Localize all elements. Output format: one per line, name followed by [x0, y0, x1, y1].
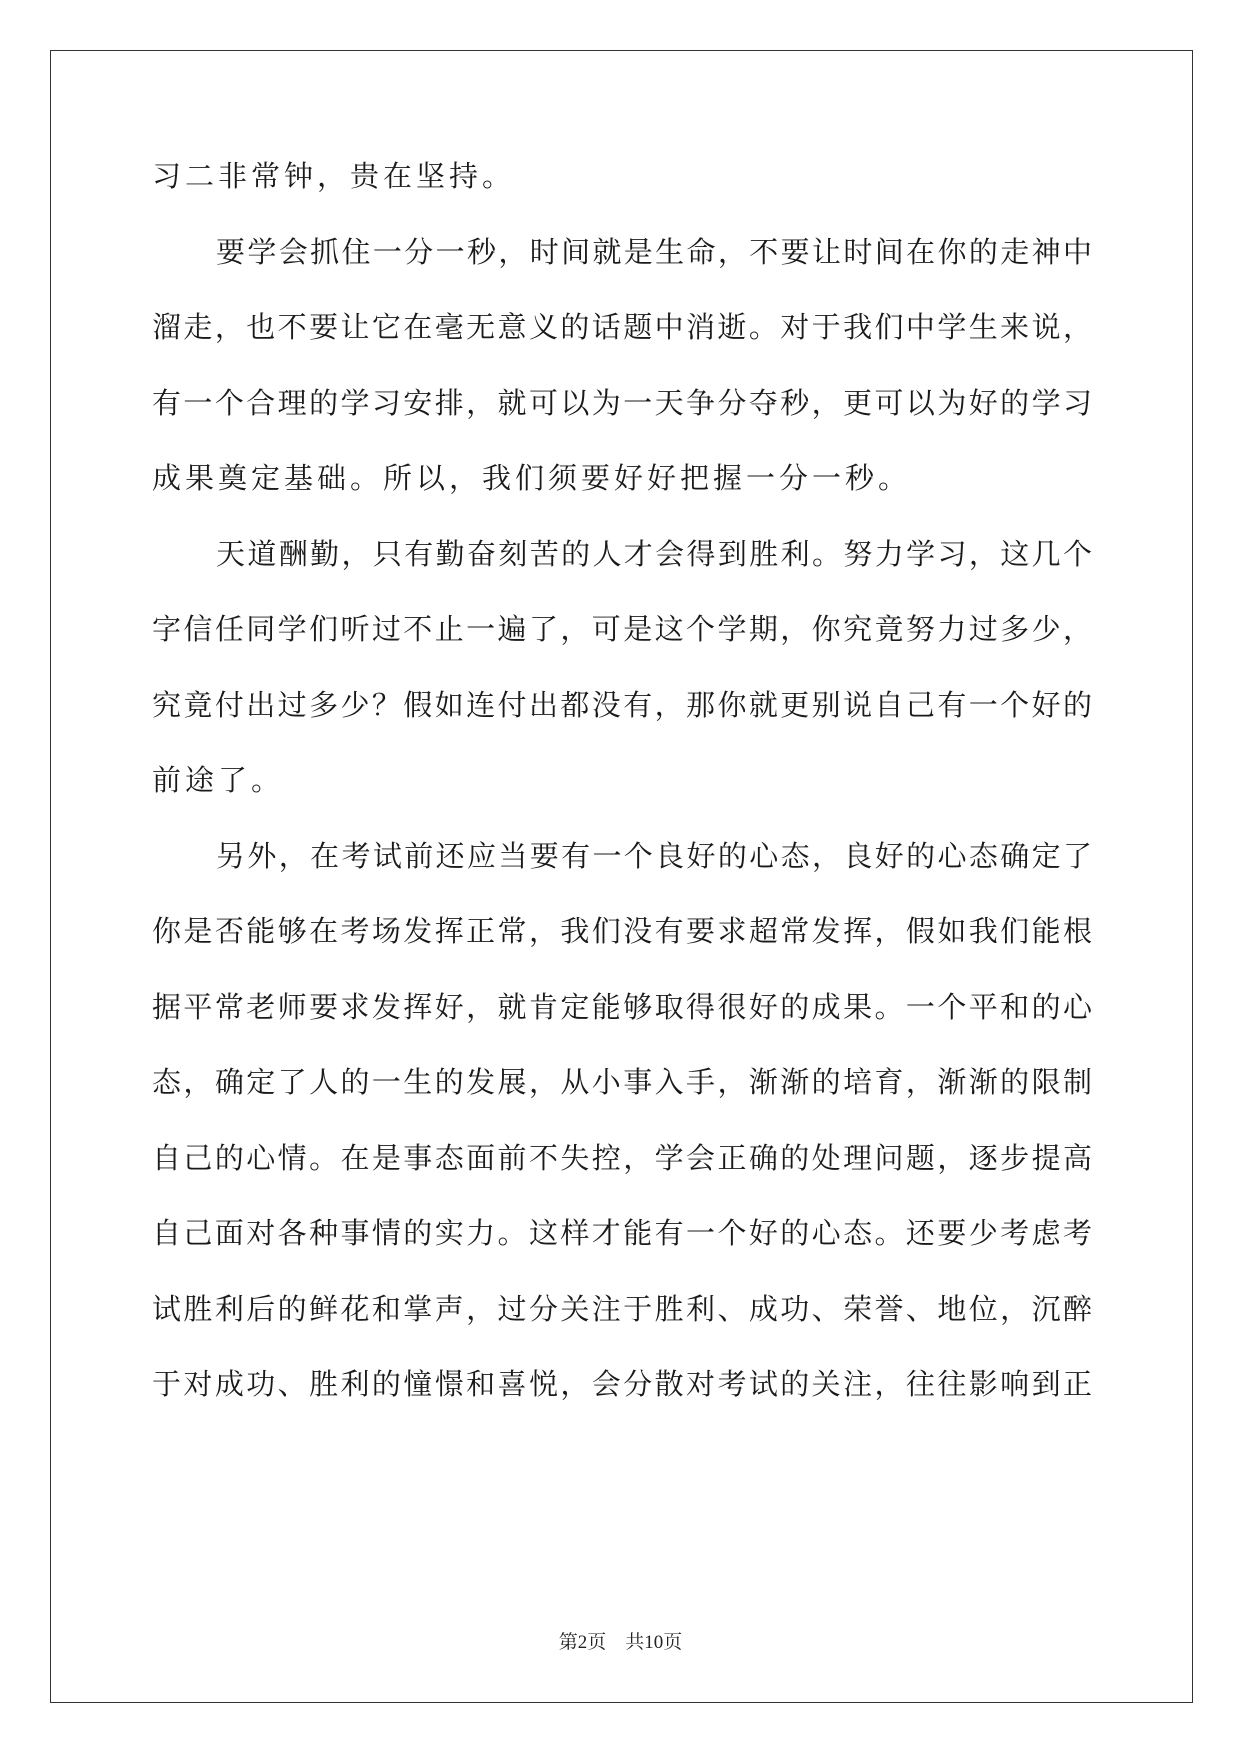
text-line: 有一个合理的学习安排，就可以为一天争分夺秒，更可以为好的学习: [152, 385, 1092, 420]
text-line: 前途了。: [152, 763, 285, 797]
text-line: 溜走，也不要让它在毫无意义的话题中消逝。对于我们中学生来说，: [152, 310, 1092, 344]
text-line: 态，确定了人的一生的发展，从小事入手，渐渐的培育，渐渐的限制: [152, 1065, 1092, 1099]
paragraph-first-line: 天道酬勤，只有勤奋刻苦的人才会得到胜利。努力学习，这几个: [216, 536, 1092, 571]
paragraph-first-line: 另外，在考试前还应当要有一个良好的心态，良好的心态确定了: [216, 838, 1092, 873]
text-line: 你是否能够在考场发挥正常，我们没有要求超常发挥，假如我们能根: [152, 914, 1092, 948]
page-total: 共10页: [625, 1632, 683, 1653]
text-line: 自己面对各种事情的实力。这样才能有一个好的心态。还要少考虑考: [152, 1216, 1092, 1250]
text-line: 试胜利后的鲜花和掌声，过分关注于胜利、成功、荣誉、地位，沉醉: [152, 1291, 1092, 1326]
text-line: 习二非常钟，贵在坚持。: [152, 159, 516, 193]
text-line: 字信任同学们听过不止一遍了，可是这个学期，你究竟努力过多少，: [152, 612, 1092, 646]
text-line: 自己的心情。在是事态面前不失控，学会正确的处理问题，逐步提高: [152, 1140, 1092, 1175]
text-line: 据平常老师要求发挥好，就肯定能够取得很好的成果。一个平和的心: [152, 989, 1092, 1024]
paragraph-first-line: 要学会抓住一分一秒，时间就是生命，不要让时间在你的走神中: [216, 234, 1092, 269]
page-border: [50, 50, 1193, 1703]
page-number: 第2页: [558, 1632, 607, 1653]
page-footer: [0, 1627, 1241, 1654]
text-line: 究竟付出过多少？假如连付出都没有，那你就更别说自己有一个好的: [152, 687, 1092, 722]
text-line: 于对成功、胜利的憧憬和喜悦，会分散对考试的关注，往往影响到正: [152, 1367, 1092, 1401]
text-line: 成果奠定基础。所以，我们须要好好把握一分一秒。: [152, 461, 912, 495]
